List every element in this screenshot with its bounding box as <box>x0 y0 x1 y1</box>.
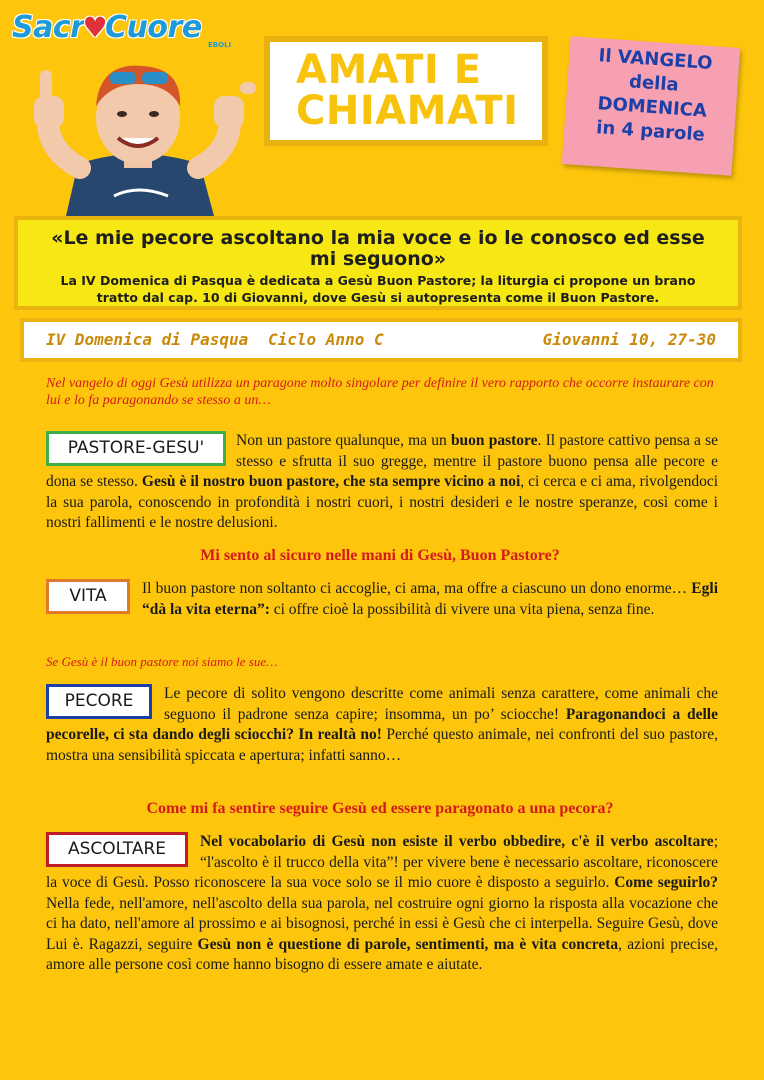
intro-text: Nel vangelo di oggi Gesù utilizza un paragone molto singolare per definire il vero rapporto che occorre instaurare con lui e lo fa paragonando se stesso a un… <box>46 376 714 408</box>
quote-description: La IV Domenica di Pasqua è dedicata a Gesù Buon Pastore; la liturgia ci propone un brano tratto dal cap. 10 di Giovanni, dove Gesù si autopresenta come il Buon Pastore. <box>60 273 696 305</box>
thumbs-up-kid-illustration <box>18 56 258 216</box>
page-title: AMATI E CHIAMATI <box>296 47 519 134</box>
heart-cross-icon: ♥ <box>82 11 108 44</box>
brand-sub: EBOLI <box>208 41 232 49</box>
label-ascoltare: ASCOLTARE <box>46 832 188 867</box>
section-pecore: PECORE Le pecore di solito vengono descritte come animali senza carattere, come animali che seguono il padrone senza capire; insomma, un po’ sciocche! Paragonandoci a delle pecorelle, ci sta dando degli sciocchi? In realtà no! Perché questo animale, nei confronti del suo pastore, mostra una sensibilità spiccata e apertura; infatti sanno… <box>46 685 718 764</box>
question-heading-2: Come mi fa sentire seguire Gesù ed essere paragonato a una pecora? <box>146 800 614 817</box>
gospel-reference: Giovanni 10, 27-30 <box>542 330 716 349</box>
gospel-quote: «Le mie pecore ascoltano la mia voce e io le conosco ed esse mi seguono» <box>51 227 705 270</box>
section-pastore: PASTORE-GESU' Non un pastore qualunque, ma un buon pastore. Il pastore cattivo pensa a se stesso e sfrutta il suo gregge, mentre il pastore buono pensa alle pecore e dona se stesso. Gesù è il nostro buon pastore, che sta sempre vicino a noi, ci cerca e ci ama, rivolgendoci la sua parola, conoscendo in profondità i nostri cuori, i nostri desideri e le nostre speranze, così come i nostri fallimenti e le nostre delusioni. <box>46 432 719 531</box>
liturgical-sunday: IV Domenica di Pasqua <box>46 330 249 349</box>
label-pecore: PECORE <box>46 684 152 719</box>
pecore-intro: Se Gesù è il buon pastore noi siamo le sue… <box>46 654 278 669</box>
label-pastore-gesu: PASTORE-GESU' <box>46 431 226 466</box>
liturgical-cycle: Ciclo Anno C <box>268 330 384 349</box>
section-ascoltare: ASCOLTARE Nel vocabolario di Gesù non esiste il verbo obbedire, c'è il verbo ascoltare; “l'ascolto è il trucco della vita”! per vivere bene è necessario ascoltare, riconoscere la voce di Gesù. Posso riconoscere la sua voce solo se il mio cuore è disposto a seguirlo. Come seguirlo? Nella fede, nell'amore, nell'ascolto della sua parola, nel costruire ogni giorno la risposta alla vocazione che ci ha dato, nell'amore al prossimo e ai bisognosi, perché in essi è Gesù che ci interpella. Seguire Gesù, dove Lui è. Ragazzi, seguire Gesù non è questione di parole, sentimenti, ma è vita concreta, azioni precise, amore alle persone così come hanno bisogno di essere amate e aiutate. <box>46 833 719 973</box>
brand-logo: Sacr♥Cuore <box>12 10 202 45</box>
sticky-note-text: Il VANGELO della DOMENICA in 4 parole <box>595 45 714 146</box>
section-vita: VITA Il buon pastore non soltanto ci accoglie, ci ama, ma offre a ciascuno un dono enorme… Egli “dà la vita eterna”: ci offre cioè la possibilità di vivere una vita piena, senza fine. <box>46 579 718 620</box>
question-heading-1: Mi sento al sicuro nelle mani di Gesù, Buon Pastore? <box>200 547 560 564</box>
label-vita: VITA <box>46 579 130 614</box>
